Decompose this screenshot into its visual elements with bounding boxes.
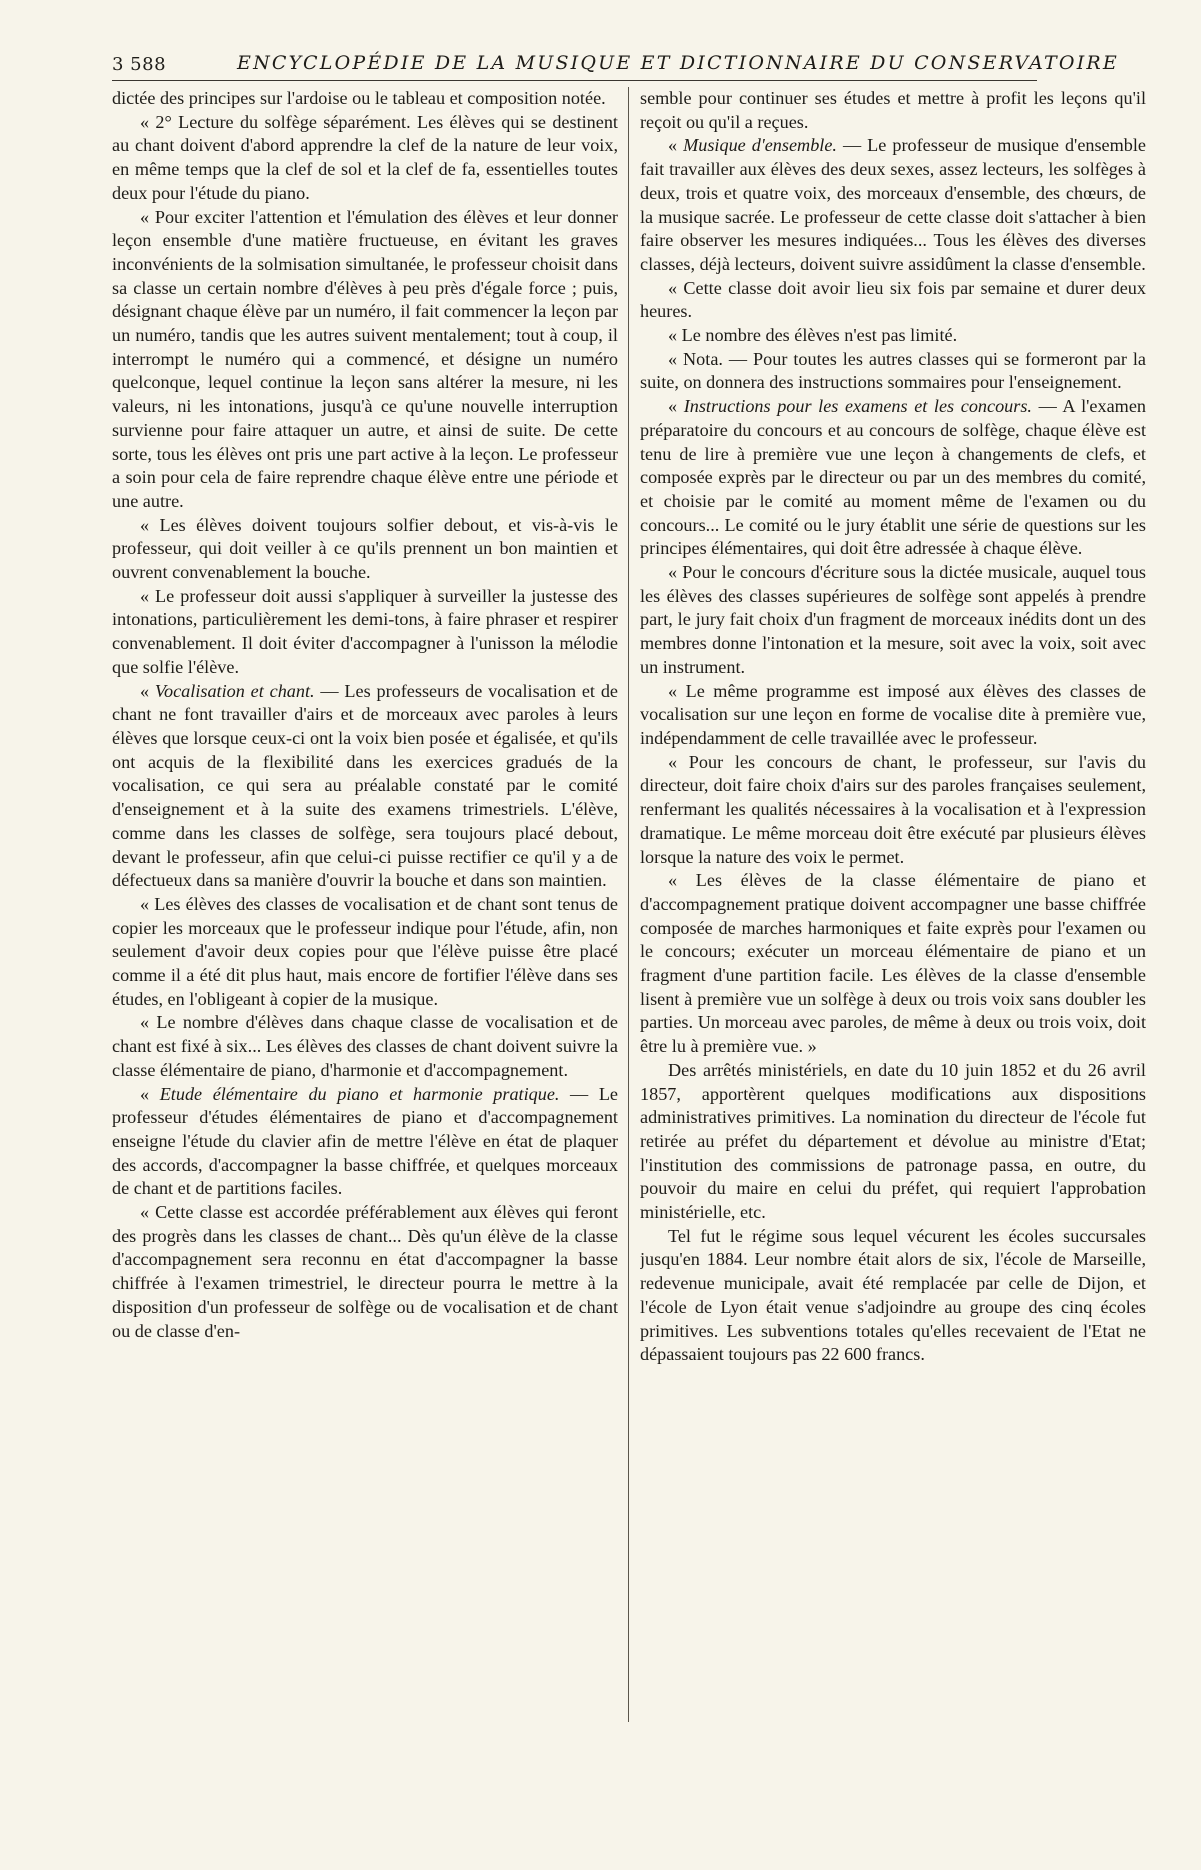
paragraph: « Les élèves doivent toujours solfier debout, et vis-à-vis le professeur, qui doit veiller à ce qu'ils prennent un bon maintien et ouvrent convenablement la bouche. [112,514,618,583]
paragraph: semble pour continuer ses études et mettre à profit les leçons qu'il reçoit ou qu'il a reçues. [640,88,1146,132]
section-title: Vocalisation et chant. [154,680,315,701]
paragraph: « Pour le concours d'écriture sous la dictée musicale, auquel tous les élèves des classes supérieures de solfège sont appelés à prendre part, le jury fait choix d'un fragment de morceaux inédits dont un des membres donne l'intonation et la mesure, soit avec la voix, soit avec un instrument. [640,562,1146,677]
paragraph: « Cette classe est accordée préférablement aux élèves qui feront des progrès dans les classes de chant... Dès qu'un élève de la classe d'accompagnement sera reconnu en état d'accompagner la basse chiffrée à l'examen trimestriel, le directeur pourra le mettre à la disposition d'un professeur de solfège ou de vocalisation et de chant ou de classe d'en- [112,1202,618,1341]
section-title: Musique d'ensemble. [683,135,837,156]
section-title: Etude élémentaire du piano et harmonie pratique. [159,1083,560,1104]
paragraph: « Les élèves de la classe élémentaire de piano et d'accompagnement pratique doivent accompagner une basse chiffrée composée de marches harmoniques et faite exprès pour l'examen ou le concours; exécuter un morceau élémentaire de piano et un fragment d'une partition facile. Les élèves de la classe d'ensemble lisent à première vue un solfège à deux ou trois voix sans doubler les parties. Un morceau avec paroles, de même à deux ou trois voix, doit être lu à première vue. » [640,870,1146,1057]
quote-mark: « [668,135,684,156]
paragraph [640,395,1146,561]
paragraph: Tel fut le régime sous lequel vécurent les écoles succursales jusqu'en 1884. Leur nombre était alors de six, l'école de Marseille, redevenue municipale, avait été remplacée par celle de Dijon, et l'école de Lyon était venue s'adjoindre au groupe des cinq écoles primitives. Les subventions totales qu'elles recevaient de l'Etat ne dépassaient toujours pas 22 600 francs. [640,1225,1146,1365]
right-text-column [640,87,1146,1727]
page-header [112,48,1119,81]
paragraph-text: — Le professeur de musique d'ensemble fait travailler aux élèves des deux sexes, assez lecteurs, les solfèges à deux, trois et quatre voix, des morceaux d'ensemble, des chœurs, de la musique sacrée. Le professeur de cette classe doit s'attacher à bien faire observer les mesures indiquées... Tous les élèves des diverses classes, déjà lecteurs, doivent suivre assidûment la classe d'ensemble. [640,135,1146,274]
paragraph: « Les élèves des classes de vocalisation et de chant sont tenus de copier les morceaux que le professeur indique pour l'étude, afin, non seulement d'avoir deux copies pour que l'élève puisse être placé comme il a été dit plus haut, mais encore de fortifier l'élève dans ses études, en l'obligeant à copier de la musique. [112,893,618,1009]
paragraph-text: — A l'examen préparatoire du concours et au concours de solfège, chaque élève est tenu de lire à première vue une leçon à changements de clefs, et composée exprès par le directeur ou par un des membres du comité, et choisie par le comité au moment même de l'examen ou du concours... Le comité ou le jury établit une série de questions sur les principes élémentaires, qui doit être adressée à chaque élève. [640,396,1146,559]
paragraph: « Pour les concours de chant, le professeur, sur l'avis du directeur, doit faire choix d'airs sur des paroles françaises seulement, renfermant les qualités nécessaires à la vocalisation et à l'expression dramatique. Le même morceau doit être exécuté par plusieurs élèves lorsque la nature des voix le permet. [640,751,1146,867]
running-title: ENCYCLOPÉDIE DE LA MUSIQUE ET DICTIONNAIRE DU CONSERVATOIRE [237,52,1119,74]
quote-mark: « [140,680,155,701]
paragraph: « Cette classe doit avoir lieu six fois par semaine et durer deux heures. [640,277,1146,322]
paragraph: « 2° Lecture du solfège séparément. Les élèves qui se destinent au chant doivent d'abord apprendre la clef de la nature de leur voix, en même temps que la clef de sol et la clef de fa, essentielles toutes deux pour l'étude du piano. [112,111,618,203]
paragraph [112,1083,618,1202]
quote-mark: « [668,396,684,417]
paragraph [112,680,618,893]
paragraph: dictée des principes sur l'ardoise ou le tableau et composition notée. [112,88,606,108]
section-title: Instructions pour les examens et les concours. [683,396,1032,417]
paragraph: « Le même programme est imposé aux élèves des classes de vocalisation sur une leçon en forme de vocalise dite à première vue, indépendamment de celle travaillée avec le professeur. [640,680,1146,748]
paragraph: « Nota. — Pour toutes les autres classes qui se formeront par la suite, on donnera des instructions sommaires pour l'enseignement. [640,348,1146,393]
paragraph-text: — Le professeur d'études élémentaires de piano et d'accompagnement enseigne l'étude du clavier afin de mettre l'élève en état de plaquer des accords, d'accompagner la basse chiffrée, et quelques morceaux de chant et de partitions faciles. [112,1083,618,1199]
page-number: 3 588 [112,54,167,75]
quote-mark: « [140,1083,160,1104]
column-divider [628,87,629,1722]
left-text-column [112,87,618,1727]
paragraph-text: — Les professeurs de vocalisation et de chant ne font travailler d'airs et de morceaux avec paroles à leurs élèves que lorsque ceux-ci ont la voix bien posée et égalisée, et qu'ils ont acquis de la flexibilité dans les exercices gradués de la vocalisation, ce qui sera au préalable constaté par le comité d'enseignement et à la suite des examens trimestriels. L'élève, comme dans les classes de solfège, sera toujours placé debout, devant le professeur, afin que celui-ci puisse rectifier ce qu'il y a de défectueux dans sa manière d'ouvrir la bouche et dans son maintien. [112,680,618,891]
paragraph: « Pour exciter l'attention et l'émulation des élèves et leur donner leçon ensemble d'une matière fructueuse, en évitant les graves inconvénients de la solmisation simultanée, le professeur choisit dans sa classe un certain nombre d'élèves à peu près d'égale force ; puis, désignant chaque élève par un numéro, il fait commencer la leçon par un numéro, tandis que les autres suivent mentalement; tout à coup, il interrompt le numéro qui a commencé, et désigne un numéro quelconque, lequel continue la leçon sans altérer la mesure, ni les valeurs, ni les intonations, jusqu'à ce qu'une nouvelle interruption survienne pour faire attaquer un autre, et ainsi de suite. De cette sorte, tous les élèves ont pris une part active à la leçon. Le professeur a soin pour cela de faire reprendre chaque élève entre une période et une autre. [112,206,618,511]
paragraph: « Le nombre des élèves n'est pas limité. [668,325,958,346]
paragraph: « Le nombre d'élèves dans chaque classe de vocalisation et de chant est fixé à six... Les élèves des classes de chant doivent suivre la classe élémentaire de piano, d'harmonie et d'accompagnement. [112,1012,618,1080]
paragraph: « Le professeur doit aussi s'appliquer à surveiller la justesse des intonations, particulièrement les demi-tons, à faire phraser et respirer convenablement. Il doit éviter d'accompagner à l'unisson la mélodie que solfie l'élève. [112,585,618,677]
paragraph [640,134,1146,276]
paragraph: Des arrêtés ministériels, en date du 10 juin 1852 et du 26 avril 1857, apportèrent quelques modifications aux dispositions administratives primitives. La nomination du directeur de l'école fut retirée au préfet du département et dévolue au ministre d'Etat; l'institution des commissions de patronage passa, en outre, du pouvoir du maire en celui du préfet, qui requiert l'approbation ministérielle, etc. [640,1059,1146,1223]
